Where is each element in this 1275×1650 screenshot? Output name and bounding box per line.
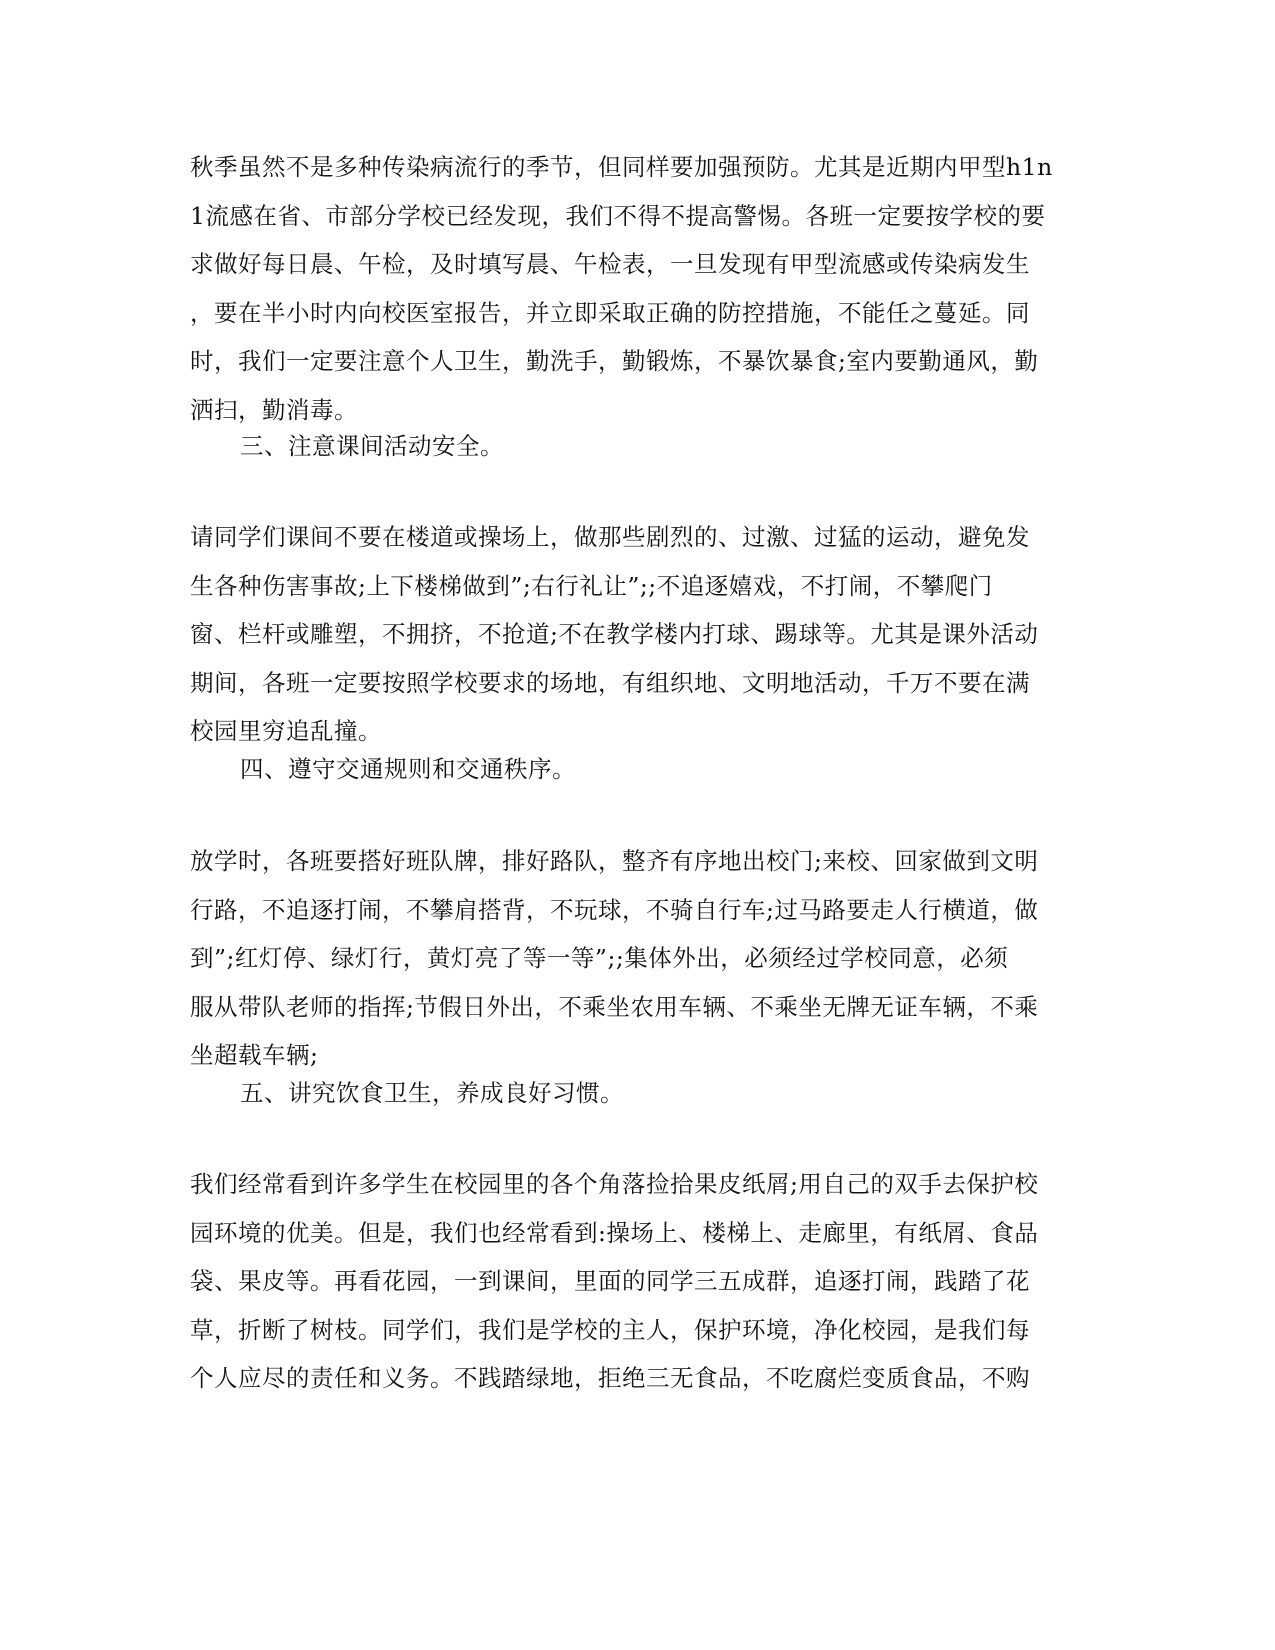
text-line: 服从带队老师的指挥;节假日外出，不乘坐农用车辆、不乘坐无牌无证车辆，不乘 — [190, 992, 1039, 1021]
paragraph-break-activity-safety — [190, 513, 1080, 756]
section-heading-3: 三、注意课间活动安全。 — [240, 432, 504, 460]
section-heading-4: 四、遵守交通规则和交通秩序。 — [240, 755, 576, 783]
text-line: 生各种伤害事故;上下楼梯做到”;右行礼让”;;不追逐嬉戏，不打闹，不攀爬门 — [190, 571, 993, 600]
text-line: 秋季虽然不是多种传染病流行的季节，但同样要加强预防。尤其是近期内甲型h1n — [190, 153, 1053, 181]
text-line: 窗、栏杆或雕塑，不拥挤，不抢道;不在教学楼内打球、踢球等。尤其是课外活动 — [190, 620, 1039, 648]
text-line: 校园里穷追乱撞。 — [190, 717, 382, 745]
text-line: 行路，不追逐打闹，不攀肩搭背，不玩球，不骑自行车;过马路要走人行横道，做 — [190, 895, 1039, 924]
paragraph-epidemic-prevention — [190, 143, 1080, 434]
section-heading-5: 五、讲究饮食卫生，养成良好习惯。 — [240, 1079, 624, 1107]
text-line: 个人应尽的责任和义务。不践踏绿地，拒绝三无食品，不吃腐烂变质食品，不购 — [190, 1364, 1030, 1392]
text-line: 期间，各班一定要按照学校要求的场地，有组织地、文明地活动，千万不要在满 — [190, 668, 1030, 697]
text-line: ，要在半小时内向校医室报告，并立即采取正确的防控措施，不能任之蔓延。同 — [190, 298, 1030, 327]
text-line: 袋、果皮等。再看花园，一到课间，里面的同学三五成群，追逐打闹，践踏了花 — [190, 1267, 1030, 1295]
text-line: 洒扫，勤消毒。 — [190, 395, 358, 424]
paragraph-food-hygiene — [190, 1160, 1080, 1403]
text-line: 我们经常看到许多学生在校园里的各个角落捡拾果皮纸屑;用自己的双手去保护校 — [190, 1170, 1039, 1198]
text-line: 时，我们一定要注意个人卫生，勤洗手，勤锻炼，不暴饮暴食;室内要勤通风，勤 — [190, 347, 1039, 375]
text-line: 放学时，各班要搭好班队牌，排好路队，整齐有序地出校门;来校、回家做到文明 — [190, 847, 1039, 875]
text-line: 园环境的优美。但是，我们也经常看到:操场上、楼梯上、走廊里，有纸屑、食品 — [190, 1218, 1039, 1247]
text-line: 坐超载车辆; — [190, 1041, 319, 1069]
text-line: 求做好每日晨、午检，及时填写晨、午检表，一旦发现有甲型流感或传染病发生 — [190, 250, 1030, 278]
text-line: 请同学们课间不要在楼道或操场上，做那些剧烈的、过激、过猛的运动，避免发 — [190, 523, 1030, 551]
text-line: 草，折断了树枝。同学们，我们是学校的主人，保护环境，净化校园，是我们每 — [190, 1315, 1030, 1344]
paragraph-traffic-rules — [190, 837, 1080, 1080]
text-line: 1流感在省、市部分学校已经发现，我们不得不提高警惕。各班一定要按学校的要 — [190, 201, 1046, 230]
text-line: 到”;红灯停、绿灯行，黄灯亮了等一等”;;集体外出，必须经过学校同意，必须 — [190, 944, 1009, 972]
